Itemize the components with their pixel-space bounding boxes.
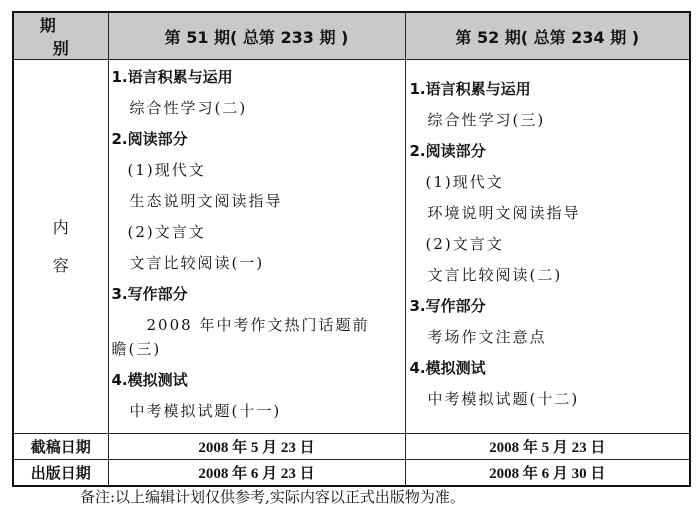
i51-section1-title: 1.语言积累与运用	[111, 68, 233, 86]
publish-label: 出版日期	[13, 460, 108, 487]
publish-issue-52: 2008 年 6 月 30 日	[405, 460, 690, 487]
content-issue-51	[108, 60, 405, 434]
deadline-issue-52: 2008 年 5 月 23 日	[405, 434, 690, 460]
i52-section1-title: 1.语言积累与运用	[409, 80, 531, 98]
content-row	[13, 60, 690, 434]
content-label-bottom: 容	[52, 255, 69, 275]
i52-section2-title: 2.阅读部分	[409, 142, 486, 160]
header-row	[13, 12, 690, 60]
i52-section2-sub2: (2)文言文	[425, 235, 504, 253]
deadline-row	[13, 434, 690, 460]
header-issue-52: 第 52 期( 总第 234 期 )	[405, 12, 690, 60]
publish-issue-51: 2008 年 6 月 23 日	[108, 460, 405, 487]
i52-section2-sub2-item: 文言比较阅读(二)	[427, 266, 563, 284]
deadline-issue-51: 2008 年 5 月 23 日	[108, 434, 405, 460]
i51-section2-sub2: (2)文言文	[127, 223, 206, 241]
i51-section4-title: 4.模拟测试	[111, 371, 188, 389]
content-issue-52	[405, 60, 690, 434]
i51-section2-sub1-item: 生态说明文阅读指导	[129, 192, 283, 210]
content-label	[13, 60, 108, 434]
i52-section3-title: 3.写作部分	[409, 297, 486, 315]
editorial-plan-table	[12, 11, 691, 487]
i51-section1-item: 综合性学习(二)	[129, 99, 248, 117]
publish-row	[13, 460, 690, 487]
i51-section3-item-line2: 瞻(三)	[111, 340, 162, 358]
header-issue-51: 第 51 期( 总第 233 期 )	[108, 12, 405, 60]
i51-section3-item-line1: 2008 年中考作文热门话题前	[146, 316, 370, 334]
i52-section1-item: 综合性学习(三)	[427, 111, 546, 129]
i51-section4-item: 中考模拟试题(十一)	[129, 402, 282, 420]
i51-section3-title: 3.写作部分	[111, 285, 188, 303]
i52-section2-sub1-item: 环境说明文阅读指导	[427, 204, 581, 222]
content-label-top: 内	[52, 217, 69, 237]
i52-section4-item: 中考模拟试题(十二)	[427, 390, 580, 408]
i51-section2-sub2-item: 文言比较阅读(一)	[129, 254, 265, 272]
i52-section3-item: 考场作文注意点	[427, 328, 547, 346]
header-period-label: 期 别	[13, 12, 108, 60]
i51-section2-sub1: (1)现代文	[127, 161, 206, 179]
footnote: 备注:以上编辑计划仅供参考,实际内容以正式出版物为准。	[80, 488, 465, 506]
i51-section2-title: 2.阅读部分	[111, 130, 188, 148]
i52-section2-sub1: (1)现代文	[425, 173, 504, 191]
deadline-label: 截稿日期	[13, 434, 108, 460]
i52-section4-title: 4.模拟测试	[409, 359, 486, 377]
